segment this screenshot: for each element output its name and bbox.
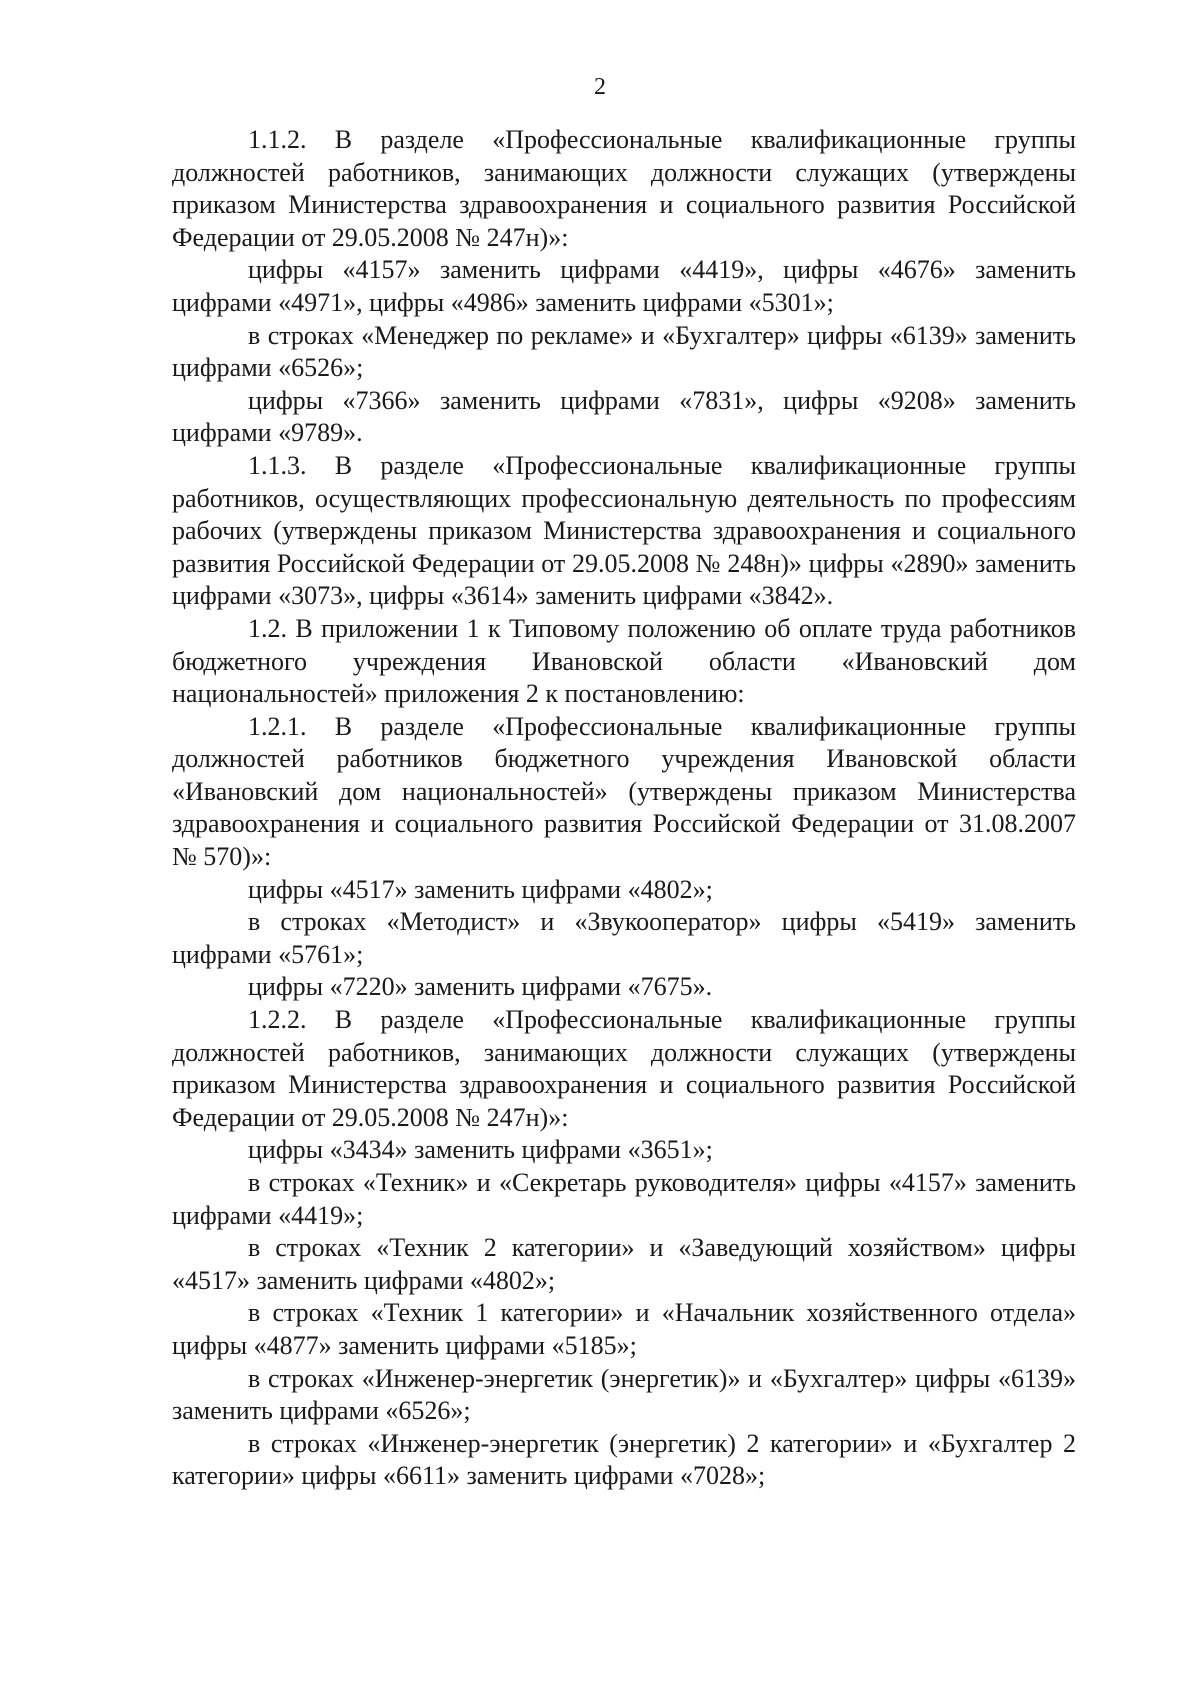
paragraph-replace-7220: цифры «7220» заменить цифрами «7675».	[248, 972, 713, 1002]
paragraph-power-engineer-accountant: в строках «Инженер-энергетик (энергетик)» и «Бухгалтер» цифры «6139» заменить цифрами «6526»;	[172, 1363, 1076, 1426]
paragraph-replace-4157-4676-4986: цифры «4157» заменить цифрами «4419», цифры «4676» заменить цифрами «4971», цифры «4986» заменить цифрами «5301»;	[172, 255, 1076, 317]
paragraph-technician-2-housekeeping: в строках «Техник 2 категории» и «Заведующий хозяйством» цифры «4517» заменить цифрами «4802»;	[172, 1233, 1076, 1295]
paragraph-power-engineer-2-accountant-2: в строках «Инженер-энергетик (энергетик) 2 категории» и «Бухгалтер 2 категории» цифры «6611» заменить цифрами «7028»;	[172, 1428, 1076, 1491]
paragraph-1-1-2-intro: 1.1.2. В разделе «Профессиональные квалификационные группы должностей работников, занимающих должности служащих (утверждены приказом Министерства здравоохранения и социального развития Российской Федерации от 29.05.2008 № 247н)»:	[172, 125, 1076, 252]
paragraph-1-1-3: 1.1.3. В разделе «Профессиональные квалификационные группы работников, осуществляющих профессиональную деятельность по профессиям рабочих (утверждены приказом Министерства здравоохранения и социального развития Российской Федерации от 29.05.2008 № 248н)» цифры «2890» заменить цифрами «3073», цифры «3614» заменить цифрами «3842».	[172, 450, 1076, 611]
paragraph-technician-secretary: в строках «Техник» и «Секретарь руководителя» цифры «4157» заменить цифрами «4419»;	[172, 1168, 1076, 1230]
paragraph-1-2-1-intro: 1.2.1. В разделе «Профессиональные квалификационные группы должностей работников бюджетного учреждения Ивановской области «Ивановский дом национальностей» (утверждены приказом Министерства здравоохранения и социального развития Российской Федерации от 31.08.2007 № 570)»:	[172, 711, 1076, 872]
paragraph-1-2-2-intro: 1.2.2. В разделе «Профессиональные квалификационные группы должностей работников, занимающих должности служащих (утверждены приказом Министерства здравоохранения и социального развития Российской Федерации от 29.05.2008 № 247н)»:	[172, 1005, 1076, 1132]
page-number: 2	[594, 74, 606, 100]
paragraph-1-2: 1.2. В приложении 1 к Типовому положению об оплате труда работников бюджетного учреждения Ивановской области «Ивановский дом национальностей» приложения 2 к постановлению:	[172, 613, 1076, 709]
paragraph-methodist-sound-operator: в строках «Методист» и «Звукооператор» цифры «5419» заменить цифрами «5761»;	[172, 907, 1076, 969]
paragraph-replace-4517: цифры «4517» заменить цифрами «4802»;	[248, 874, 713, 904]
paragraph-replace-3434: цифры «3434» заменить цифрами «3651»;	[248, 1135, 713, 1165]
paragraph-replace-7366-9208: цифры «7366» заменить цифрами «7831», цифры «9208» заменить цифрами «9789».	[172, 385, 1076, 448]
document-body	[172, 124, 1076, 1493]
paragraph-manager-accountant: в строках «Менеджер по рекламе» и «Бухгалтер» цифры «6139» заменить цифрами «6526»;	[172, 320, 1076, 383]
paragraph-technician-1-household-head: в строках «Техник 1 категории» и «Начальник хозяйственного отдела» цифры «4877» заменить цифрами «5185»;	[172, 1298, 1076, 1360]
